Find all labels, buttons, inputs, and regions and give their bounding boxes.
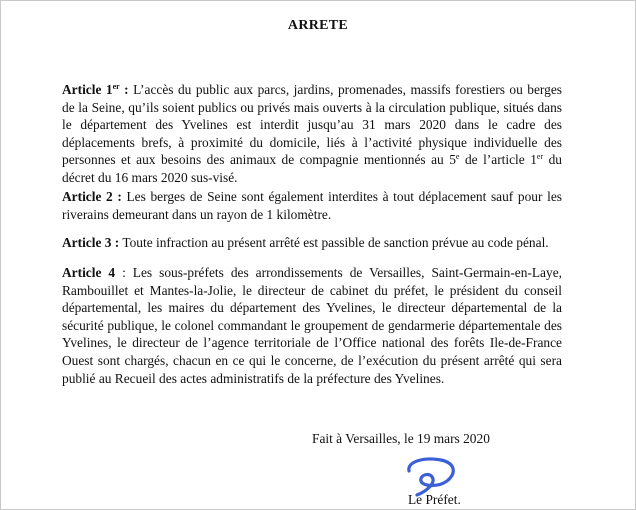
article-4-text: : Les sous-préfets des arrondissements de Versailles, Saint-Germain-en-Laye, Rambouillet et Mantes-la-Jolie, le directeur de cabinet du préfet, le président du conseil départemental, les maires du département des Yvelines, le directeur départemental de la sécurité publique, le colonel commandant le groupement de gendarmerie départementale des Yvelines, le directeur de l’agence territoriale de l’Office national des forêts Ile-de-France Ouest sont chargés, chacun en ce qui le concerne, de l’exécution du présent arrêté qui sera publié au Recueil des actes administratifs de la préfecture des Yvelines. [62,265,562,386]
signer-title: Le Préfet. [408,492,461,507]
document-title: ARRETE [287,18,349,33]
article-4 [62,264,562,387]
article-3 [62,234,562,252]
article-2 [62,188,562,223]
article-2-text: Les berges de Seine sont également interdites à tout déplacement sauf pour les riverains demeurant dans un rayon de 1 kilomètre. [62,189,562,222]
article-4-label: Article 4 [62,265,116,280]
signoff-line: Fait à Versailles, le 19 mars 2020 [312,431,490,446]
article-3-label: Article 3 : [62,235,120,250]
article-1-label: Article 1er : [62,82,129,97]
article-2-label: Article 2 : [62,189,122,204]
article-1 [62,81,562,187]
article-3-text: Toute infraction au présent arrêté est passible de sanction prévue au code pénal. [119,235,549,250]
article-1-text: L’accès du public aux parcs, jardins, promenades, massifs forestiers ou berges de la Seine, qu’ils soient publics ou privés mais ouverts à la circulation publique, situés dans le département des Yvelines est interdit jusqu’au 31 mars 2020 dans le cadre des déplacements brefs, à proximité du domicile, liés à l’activité physique individuelle des personnes et aux besoins des animaux de compagnie mentionnés au 5e de l’article 1er du décret du 16 mars 2020 sus-visé. [62,82,562,185]
